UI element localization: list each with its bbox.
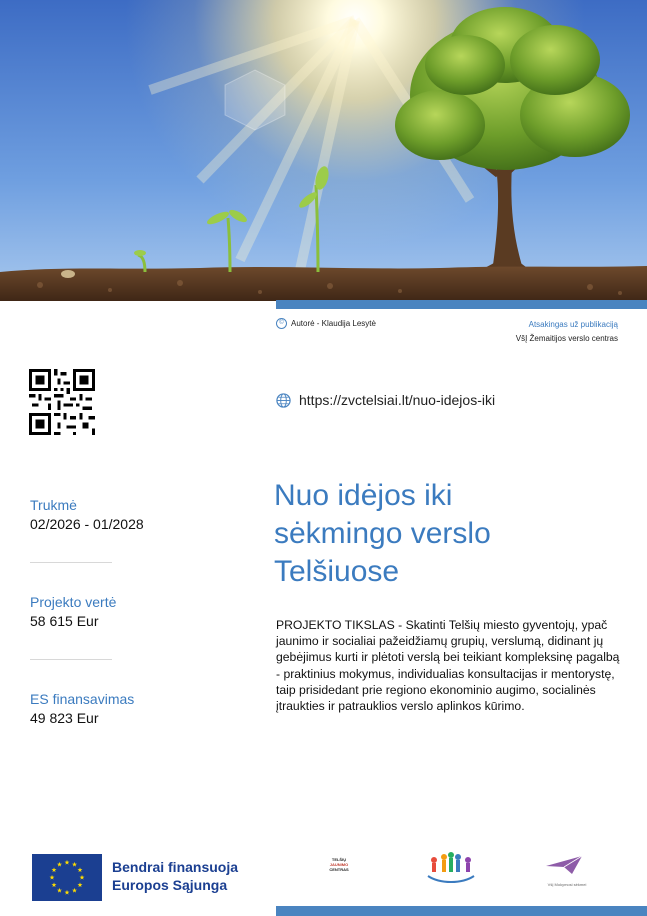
funding-line-2: Europos Sąjunga [112,877,228,893]
logo-text: CENTRAS [329,867,349,872]
duration-value: 02/2026 - 01/2028 [30,516,144,532]
title-line: sėkmingo verslo [274,517,491,550]
project-url[interactable]: https://zvctelsiai.lt/nuo-idejos-iki [299,392,496,408]
envelope-plane-icon [542,854,592,876]
hero-illustration [0,0,647,301]
organisation-name: VšĮ Žemaitijos verslo centras [515,334,618,343]
logo-text: VšĮ Mokymosi sėkmei [547,882,587,887]
bottom-accent-bar [276,906,647,916]
logo-text: TELŠIŲ [331,857,347,862]
publisher-credit [470,318,618,346]
duration-label: Trukmė [30,497,77,513]
title-line: Telšiuose [274,555,400,588]
author-credit: Autorė - Klaudija Lesytė [291,319,376,328]
logo-text: JAUNIMO [329,862,349,867]
copyright-icon: © [276,318,287,329]
learning-success-logo [536,854,598,887]
business-centre-logo [420,850,482,886]
title-line: Nuo idėjos iki [274,479,453,512]
eu-funding-notice [112,858,238,894]
eu-funding-amount: 49 823 Eur [30,710,99,726]
page-title [274,477,604,591]
funding-line-1: Bendrai finansuoja [112,859,239,875]
top-accent-bar [276,300,647,309]
project-goal-text: PROJEKTO TIKSLAS - Skatinti Telšių miesto gyventojų, ypač jaunimo ir socialiai pažeidžiamų grupių, verslumą, didinant jų gebėjimus kurti ir plėtoti verslą bei teikiant kompleksinę pagalbą - praktinius mokymus, individualias konsultacijas ir mentorystę, taip prisidedant prie regiono ekonominio augimo, socialinės įtraukties ir patrauklios verslo aplinkos kūrimo. [276,618,620,714]
globe-icon [276,393,291,408]
youth-centre-logo [326,857,352,872]
divider [30,659,112,660]
responsible-label: Atsakingas už publikaciją [528,320,618,329]
eu-funding-label: ES finansavimas [30,691,135,707]
project-link[interactable] [276,392,495,408]
photo-credit [276,318,376,329]
project-value-amount: 58 615 Eur [30,613,99,629]
eu-flag [32,854,102,901]
divider [30,562,112,563]
project-value-label: Projekto vertė [30,594,117,610]
qr-code [29,369,95,435]
